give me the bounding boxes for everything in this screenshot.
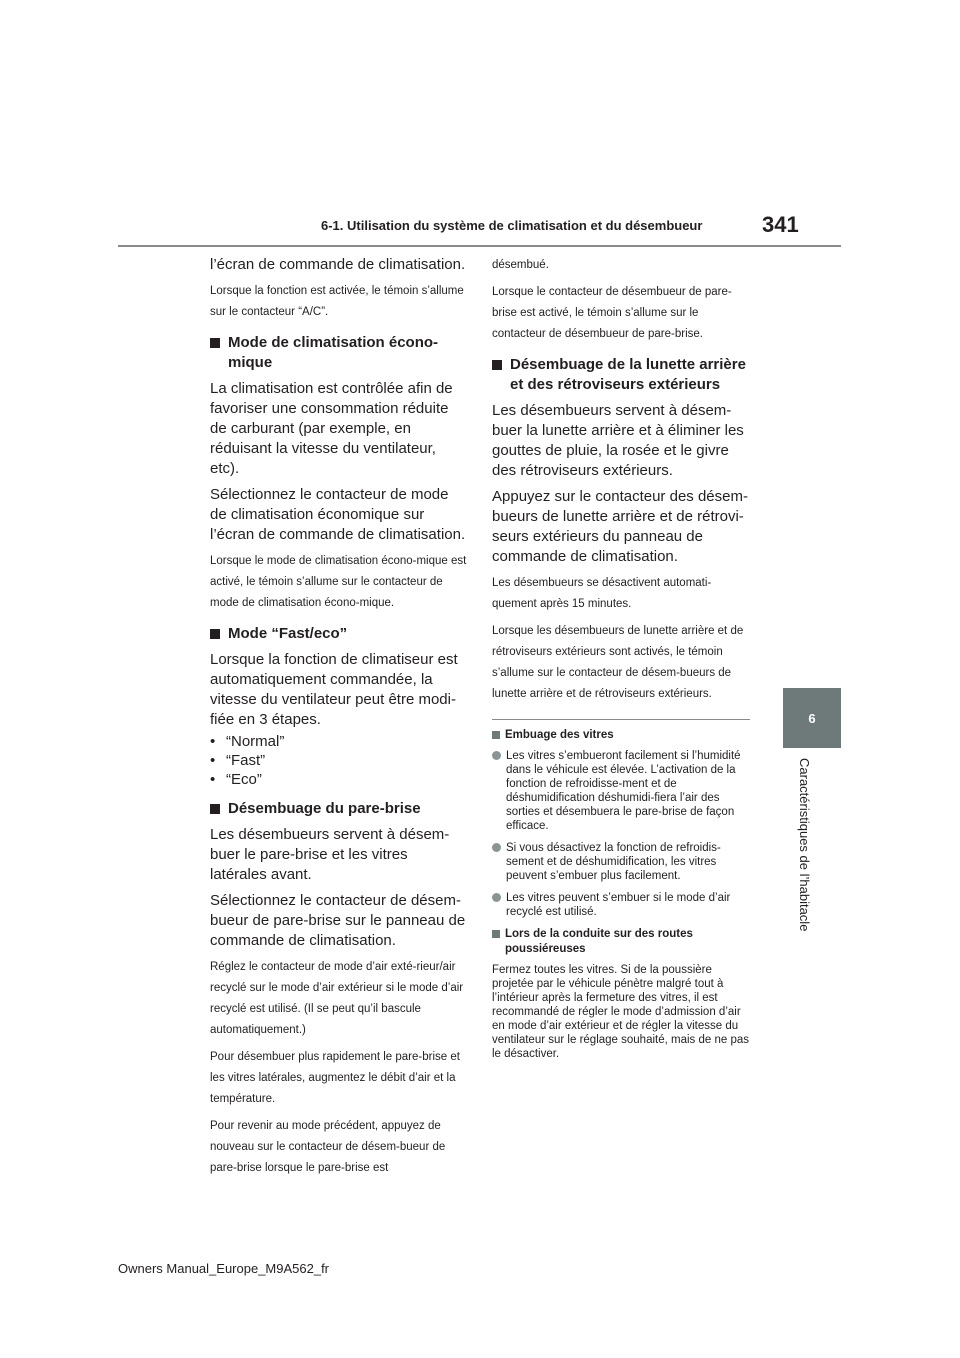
paragraph: Sélectionnez le contacteur de désem-bueur de pare-brise sur le panneau de commande de climatisation. — [210, 892, 466, 949]
heading-eco-mode — [210, 333, 468, 373]
paragraph: Sélectionnez le contacteur de mode de climatisation économique sur l’écran de commande de climatisation. — [210, 486, 466, 543]
note-text: Lorsque les désembueurs de lunette arrière et de rétroviseurs extérieurs sont activés, le témoin s’allume sur le contacteur de désem-bueurs de lunette arrière et de rétroviseurs extérieurs. — [492, 625, 744, 700]
page-number: 341 — [762, 212, 799, 237]
paragraph: l’écran de commande de climatisation. — [210, 256, 466, 273]
footer-doc-id: Owners Manual_Europe_M9A562_fr — [118, 1261, 330, 1276]
note-text: Lorsque le mode de climatisation écono-mique est activé, le témoin s’allume sur le contacteur de mode de climatisation écono-mique. — [210, 555, 467, 609]
heading-text: Mode “Fast/eco” — [228, 625, 348, 642]
note-text: Pour désembuer plus rapidement le pare-brise et les vitres latérales, augmentez le débit d’air et la température. — [210, 1051, 460, 1105]
note-text: Lorsque la fonction est activée, le témoin s’allume sur le contacteur “A/C”. — [210, 285, 464, 318]
chapter-title: Caractéristiques de l’habitacle — [797, 758, 812, 932]
note-item-text: Les vitres s’embueront facilement si l’humidité dans le véhicule est élevée. L’activation de la fonction de refroidisse-ment et de déshumidification déshumidi-fiera l’air des sorties et désembuera le pare-brise de façon efficace. — [506, 750, 741, 832]
square-bullet-icon — [492, 930, 500, 938]
list-item: • “Normal” — [210, 732, 468, 751]
note-item — [492, 891, 750, 919]
fan-speed-list — [210, 732, 468, 789]
circle-bullet-icon — [492, 893, 501, 902]
square-bullet-icon — [492, 360, 502, 370]
list-item: • “Fast” — [210, 751, 468, 770]
paragraph: Lorsque la fonction de climatiseur est automatiquement commandée, la vitesse du ventilateur peut être modi-fiée en 3 étapes. — [210, 651, 458, 728]
right-column — [492, 255, 750, 1067]
heading-text: Désembuage du pare-brise — [228, 800, 421, 817]
note-heading-text: Lors de la conduite sur des routes poussiéreuses — [505, 928, 693, 955]
heading-text: Mode de climatisation écono-mique — [228, 334, 439, 371]
note-item-text: Les vitres peuvent s’embuer si le mode d’air recyclé est utilisé. — [506, 892, 731, 918]
note-heading-text: Embuage des vitres — [505, 729, 614, 741]
heading-rear-defog — [492, 355, 750, 395]
heading-windshield-defog — [210, 799, 468, 819]
paragraph: Les désembueurs servent à désem-buer la lunette arrière et à éliminer les gouttes de pluie, la rosée et le givre des rétroviseurs extérieurs. — [492, 402, 744, 479]
note-text: Pour revenir au mode précédent, appuyez de nouveau sur le contacteur de désem-bueur de pare-brise lorsque le pare-brise est — [210, 1120, 446, 1174]
paragraph: La climatisation est contrôlée afin de favoriser une consommation réduite de carburant (par exemple, en réduisant la vitesse du ventilateur, etc). — [210, 380, 453, 477]
square-bullet-icon — [210, 629, 220, 639]
note-item — [492, 841, 750, 883]
square-bullet-icon — [210, 338, 220, 348]
note-heading-dusty-roads — [492, 927, 750, 957]
heading-fast-eco — [210, 624, 468, 644]
circle-bullet-icon — [492, 751, 501, 760]
note-text: Fermez toutes les vitres. Si de la poussière projetée par le véhicule pénètre malgré tout à l’intérieur après la fermeture des vitres, il est recommandé de régler le mode d’admission d’air en mode d’air extérieur et de régler la vitesse du ventilateur sur le réglage souhaité, mais de ne pas le désactiver. — [492, 964, 749, 1060]
note-text: désembué. — [492, 259, 549, 271]
note-heading-window-fog — [492, 728, 750, 743]
heading-text: Désembuage de la lunette arrière et des rétroviseurs extérieurs — [510, 356, 746, 393]
chapter-number: 6 — [808, 710, 816, 726]
square-bullet-icon — [492, 731, 500, 739]
paragraph: Appuyez sur le contacteur des désem-bueurs de lunette arrière et de rétrovi-seurs extérieurs du panneau de commande de climatisation. — [492, 488, 748, 565]
note-text: Lorsque le contacteur de désembueur de pare-brise est activé, le témoin s’allume sur le contacteur de désembueur de pare-brise. — [492, 286, 732, 340]
note-item — [492, 749, 750, 833]
paragraph: Les désembueurs servent à désem-buer le pare-brise et les vitres latérales avant. — [210, 826, 450, 883]
chapter-tab[interactable] — [783, 688, 841, 748]
header-rule — [118, 245, 841, 247]
note-item-text: Si vous désactivez la fonction de refroidis-sement et de déshumidification, les vitres peuvent s’embuer plus facilement. — [506, 842, 721, 882]
section-title: 6-1. Utilisation du système de climatisation et du désembueur — [321, 218, 703, 233]
note-text: Réglez le contacteur de mode d’air exté-rieur/air recyclé sur le mode d’air extérieur si le mode d’air recyclé est utilisé. (Il se peut qu’il bascule automatiquement.) — [210, 961, 464, 1036]
note-divider — [492, 719, 750, 720]
list-item: • “Eco” — [210, 770, 468, 789]
left-column — [210, 255, 468, 1185]
square-bullet-icon — [210, 804, 220, 814]
circle-bullet-icon — [492, 843, 501, 852]
note-text: Les désembueurs se désactivent automati-quement après 15 minutes. — [492, 577, 712, 610]
